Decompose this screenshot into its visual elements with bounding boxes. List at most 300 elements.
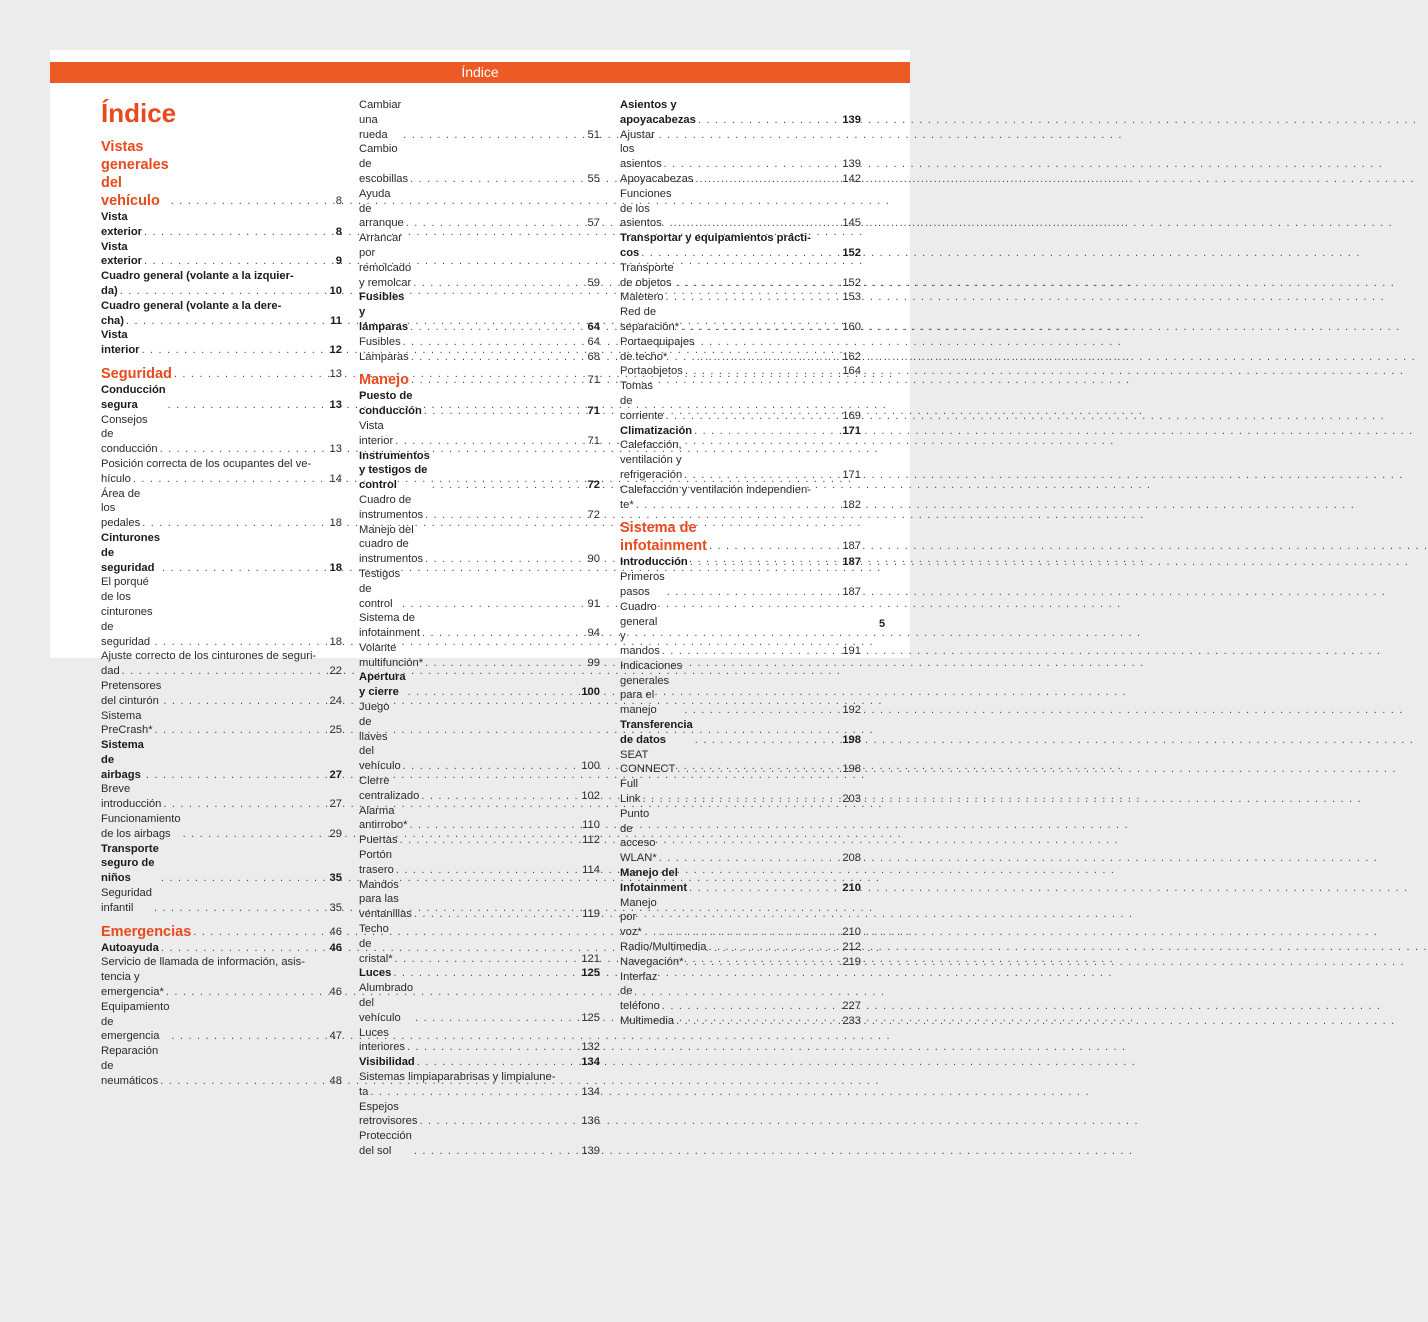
toc-page-number: 153	[842, 291, 861, 304]
dot-leader	[414, 907, 580, 922]
toc-entry[interactable]	[101, 210, 342, 240]
dot-leader	[403, 128, 584, 143]
toc-column-1	[101, 98, 342, 1089]
toc-page-number: 100	[581, 686, 600, 699]
toc-entry[interactable]	[359, 1026, 600, 1056]
toc-entry-label: Reparación de neumáticos	[101, 1045, 159, 1087]
toc-entry[interactable]	[359, 231, 600, 290]
toc-page-number: 171	[842, 468, 861, 481]
dot-leader	[144, 225, 326, 240]
toc-entry[interactable]	[359, 774, 600, 804]
toc-entry[interactable]	[359, 335, 600, 350]
toc-entry-label: Ajustar los asientos	[620, 128, 662, 171]
toc-entry[interactable]	[620, 718, 861, 748]
toc-page-number: 14	[329, 472, 342, 485]
toc-entry-label: Vistas generales del vehículo	[101, 139, 169, 209]
dot-leader	[406, 216, 584, 231]
toc-entry[interactable]	[359, 670, 600, 700]
toc-entry-label: Seguridad infantil	[101, 887, 153, 914]
dot-leader	[370, 1085, 579, 1100]
toc-entry-line1: Ajuste correcto de los cinturones de seguri-	[101, 650, 317, 663]
toc-entry[interactable]	[359, 1085, 600, 1100]
toc-entry[interactable]	[101, 314, 342, 329]
toc-page-number: 203	[842, 793, 861, 806]
toc-entry[interactable]	[359, 804, 600, 834]
toc-page-number: 208	[842, 852, 861, 865]
dot-leader	[146, 768, 326, 783]
toc-entry[interactable]	[620, 305, 861, 335]
toc-page-number: 139	[842, 158, 861, 171]
toc-entry-line1: Sistemas limpiaparabrisas y limpialune-	[359, 1071, 556, 1083]
toc-entry[interactable]	[101, 970, 342, 1000]
toc-page-number: 12	[329, 344, 342, 357]
toc-entry-label: Punto de acceso WLAN*	[620, 807, 657, 865]
toc-page-number: 187	[842, 556, 861, 569]
toc-entry[interactable]	[101, 328, 342, 358]
toc-page-number: 198	[842, 733, 861, 746]
toc-page-number: 171	[842, 424, 861, 437]
dot-leader	[402, 597, 584, 612]
toc-entry-label: Cinturones de seguridad	[101, 531, 161, 574]
toc-entry[interactable]	[359, 611, 600, 641]
toc-page-number: 114	[582, 863, 600, 876]
dot-leader	[166, 985, 326, 1000]
toc-page-number: 233	[842, 1015, 861, 1028]
toc-entry[interactable]	[620, 498, 861, 513]
toc-entry[interactable]	[620, 379, 861, 423]
toc-page-number: 9	[335, 255, 342, 268]
toc-entry[interactable]	[620, 807, 861, 866]
toc-page-number: 71	[587, 405, 600, 418]
toc-entry-label: Funciones de los asientos	[620, 187, 672, 230]
toc-entry[interactable]	[359, 966, 600, 981]
toc-entry-label: Emergencias	[101, 923, 192, 940]
toc-entry-label: Asientos y apoyacabezas	[620, 99, 696, 126]
toc-entry[interactable]	[359, 493, 600, 523]
toc-page-number: 182	[842, 498, 861, 511]
toc-entry[interactable]	[101, 664, 342, 679]
toc-section-heading[interactable]	[620, 519, 861, 555]
toc-entry-label: Arrancar por remolcado y remolcar	[359, 232, 412, 289]
dot-leader	[421, 789, 579, 804]
header-bar: Índice	[50, 62, 910, 83]
dot-leader	[395, 952, 580, 967]
toc-entry[interactable]	[620, 261, 861, 291]
toc-entry[interactable]	[359, 567, 600, 611]
toc-entry-label: Fusibles y lámparas	[359, 291, 409, 333]
dot-leader	[666, 409, 841, 424]
toc-entry-label: Climatización	[620, 424, 693, 437]
dot-leader	[667, 585, 841, 600]
toc-entry[interactable]	[620, 128, 861, 172]
toc-entry[interactable]	[101, 472, 342, 487]
toc-page-number: 72	[587, 479, 600, 492]
toc-page-number: 18	[329, 517, 342, 530]
toc-page-number: 27	[329, 768, 342, 781]
toc-entry-label: Introducción	[620, 556, 688, 569]
toc-page-number: 191	[842, 645, 861, 658]
toc-entry-label: Vista exterior	[101, 240, 143, 268]
toc-entry-label: Protección del sol	[359, 1130, 412, 1157]
toc-entry[interactable]	[359, 98, 600, 142]
toc-entry[interactable]	[620, 290, 861, 305]
toc-section-heading[interactable]	[101, 923, 342, 941]
toc-entry[interactable]	[620, 335, 861, 365]
dot-leader	[685, 955, 840, 970]
toc-entry[interactable]	[620, 940, 861, 955]
toc-entry-label: Cambiar una rueda	[359, 99, 402, 141]
toc-entry-label: Luces	[359, 967, 392, 980]
toc-entry[interactable]	[359, 449, 600, 493]
toc-entry-label: Autoayuda	[101, 941, 159, 954]
toc-page-number: 110	[582, 819, 600, 832]
toc-entry[interactable]	[101, 738, 342, 782]
toc-entry-label: Transporte de objetos	[620, 261, 674, 289]
dot-leader	[664, 157, 841, 172]
dot-leader	[684, 468, 840, 483]
toc-entry-label: Mandos para las ventanillas	[359, 878, 412, 921]
toc-entry-line1: Transportar y equipamientos prácti-	[620, 232, 811, 245]
toc-entry-label: Navegación*	[620, 955, 684, 968]
dot-leader	[160, 1074, 326, 1089]
toc-entry[interactable]	[620, 364, 861, 379]
toc-page-number: 212	[842, 941, 861, 954]
dot-leader	[410, 172, 584, 187]
toc-section-heading[interactable]	[101, 138, 342, 210]
toc-entry[interactable]	[620, 438, 861, 482]
toc-page-number: 71	[587, 374, 600, 387]
toc-page-number: 13	[329, 367, 342, 380]
dot-leader	[709, 537, 840, 555]
dot-leader	[155, 723, 326, 738]
toc-page-number: 68	[587, 350, 600, 363]
dot-leader	[161, 871, 326, 886]
toc-section-heading[interactable]	[359, 371, 600, 389]
toc-entry[interactable]	[101, 240, 342, 270]
toc-entry-label: Cuadro general y mandos	[620, 600, 660, 658]
toc-entry-label: Funcionamiento de los airbags	[101, 813, 181, 840]
toc-entry-label: Cuadro de instrumentos	[359, 493, 424, 521]
toc-entry[interactable]	[620, 98, 861, 128]
toc-page-number: 160	[842, 320, 861, 333]
toc-entry[interactable]	[101, 487, 342, 531]
dot-leader	[695, 733, 841, 748]
toc-page-number: 90	[587, 553, 600, 566]
toc-entry[interactable]	[620, 424, 861, 439]
page-number: 5	[879, 618, 886, 630]
toc-entry[interactable]	[359, 641, 600, 671]
toc-entry-label: Alumbrado del vehículo	[359, 982, 414, 1024]
dot-leader	[171, 1029, 326, 1044]
toc-entry[interactable]	[359, 833, 600, 848]
toc-page-number: 187	[842, 540, 861, 553]
toc-entry[interactable]	[620, 970, 861, 1014]
dot-leader	[425, 508, 584, 523]
toc-entry-line1: Posición correcta de los ocupantes del ve-	[101, 457, 312, 470]
toc-page-number: 48	[329, 1074, 342, 1087]
toc-entry[interactable]	[620, 570, 861, 600]
dot-leader	[407, 1040, 579, 1055]
dot-leader	[393, 966, 579, 981]
toc-page-number: 55	[587, 172, 600, 185]
dot-leader	[155, 635, 326, 650]
dot-leader	[689, 881, 840, 896]
toc-entry-label: tencia y emergencia*	[101, 971, 164, 999]
dot-leader	[676, 1014, 840, 1029]
toc-entry-label: Apertura y cierre	[359, 671, 406, 699]
toc-page-number: 13	[329, 398, 342, 411]
dot-leader	[685, 364, 841, 379]
toc-entry-label: Ayuda de arranque	[359, 187, 404, 230]
toc-page-number: 27	[329, 798, 342, 811]
dot-leader	[163, 694, 326, 709]
dot-leader	[411, 371, 584, 389]
toc-entry[interactable]	[101, 383, 342, 413]
toc-entry-label: Instrumentos y testigos de control	[359, 449, 430, 492]
toc-page-number: 29	[329, 827, 342, 840]
toc-page-number: 8	[335, 225, 342, 238]
dot-leader	[168, 398, 326, 413]
toc-entry-label: Maletero	[620, 291, 664, 304]
toc-entry-label: Transporte seguro de niños	[101, 842, 159, 885]
toc-page-number: 152	[842, 276, 861, 289]
dot-leader	[662, 999, 841, 1014]
dot-leader	[419, 1114, 579, 1129]
toc-page-number: 134	[581, 1085, 600, 1098]
toc-entry[interactable]	[101, 575, 342, 649]
toc-page-number: 91	[587, 597, 600, 610]
dot-leader	[163, 797, 326, 812]
toc-entry-line1: Cuadro general (volante a la dere-	[101, 299, 282, 312]
toc-entry[interactable]	[359, 700, 600, 774]
toc-entry-label: Área de los pedales	[101, 487, 141, 530]
toc-entry[interactable]	[359, 981, 600, 1025]
toc-page-number: 152	[842, 246, 861, 259]
toc-entry-label: Puesto de conducción	[359, 390, 422, 418]
dot-leader	[417, 1055, 580, 1070]
toc-entry[interactable]	[620, 246, 861, 261]
toc-entry-label: Full Link	[620, 778, 641, 806]
toc-entry-label: Vista interior	[359, 419, 394, 447]
toc-entry[interactable]	[620, 172, 861, 187]
toc-entry-label: Indicaciones generales para el manejo	[620, 659, 683, 717]
dot-leader	[142, 343, 326, 358]
toc-page-number: 35	[329, 872, 342, 885]
toc-entry-label: Multimedia	[620, 1015, 675, 1028]
toc-entry[interactable]	[101, 1000, 342, 1044]
toc-entry[interactable]	[101, 812, 342, 842]
toc-entry-label: Sistema de airbags	[101, 739, 144, 781]
toc-entry-label: SEAT CONNECT	[620, 748, 676, 776]
toc-entry[interactable]	[101, 284, 342, 299]
dot-leader	[408, 685, 580, 700]
toc-entry[interactable]	[620, 659, 861, 718]
toc-entry[interactable]	[101, 782, 342, 812]
dot-leader	[174, 365, 326, 383]
dot-leader	[161, 941, 326, 956]
toc-entry-label: Tomas de corriente	[620, 380, 664, 422]
toc-page-number: 162	[842, 350, 861, 363]
toc-entry[interactable]	[101, 941, 342, 956]
toc-entry-label: Lámparas	[359, 350, 409, 363]
toc-entry-label: Radio/Multimedia	[620, 941, 707, 954]
toc-page-number: 187	[842, 585, 861, 598]
toc-entry[interactable]	[620, 866, 861, 896]
toc-entry-label: Juego de llaves del vehículo	[359, 701, 401, 773]
toc-page-number: 46	[329, 941, 342, 954]
dot-leader	[698, 113, 840, 128]
dot-leader	[410, 818, 581, 833]
dot-leader	[676, 276, 841, 291]
toc-column-2	[359, 98, 600, 1159]
dot-leader	[641, 246, 840, 261]
toc-entry[interactable]	[359, 419, 600, 449]
toc-entry[interactable]	[359, 1100, 600, 1130]
toc-entry[interactable]	[620, 187, 861, 231]
toc-entry[interactable]	[620, 955, 861, 970]
toc-entry-label: Breve introducción	[101, 783, 162, 811]
toc-page-number: 125	[581, 1011, 600, 1024]
dot-leader	[414, 1144, 579, 1159]
dot-leader	[126, 314, 326, 329]
toc-entry-label: te*	[620, 498, 634, 511]
toc-entry-label: Consejos de conducción	[101, 413, 158, 456]
toc-entry[interactable]	[101, 842, 342, 886]
toc-entry-label: Equipamiento de emergencia	[101, 1000, 170, 1043]
toc-page-number: 57	[587, 217, 600, 230]
toc-entry-label: Transferencia de datos	[620, 719, 693, 746]
toc-entry[interactable]	[359, 523, 600, 567]
toc-entry-label: cha)	[101, 314, 125, 327]
toc-entry[interactable]	[101, 709, 342, 739]
toc-entry-label: da)	[101, 284, 118, 297]
toc-page-number: 25	[329, 724, 342, 737]
toc-entry-label: Puertas	[359, 834, 398, 847]
toc-page-number: 210	[842, 881, 861, 894]
toc-entry[interactable]	[101, 531, 342, 575]
toc-page-number: 198	[842, 763, 861, 776]
toc-entry-label: Calefacción, ventilación y refrigeración	[620, 439, 683, 481]
toc-entry[interactable]	[359, 878, 600, 922]
dot-leader	[403, 759, 580, 774]
toc-page-number: 142	[842, 172, 861, 185]
toc-page-number: 8	[335, 195, 342, 207]
toc-entry[interactable]	[359, 290, 600, 334]
dot-leader	[400, 833, 581, 848]
toc-page-number: 99	[587, 656, 600, 669]
toc-entry[interactable]	[101, 1044, 342, 1088]
toc-page-number: 164	[842, 365, 861, 378]
dot-leader	[144, 254, 326, 269]
toc-page-number: 102	[581, 789, 600, 802]
dot-leader	[410, 320, 584, 335]
dot-leader	[142, 516, 326, 531]
toc-entry[interactable]	[359, 1129, 600, 1159]
dot-leader	[666, 290, 841, 305]
dot-leader	[662, 644, 841, 659]
dot-leader	[674, 216, 841, 231]
toc-entry-label: Portaequipajes de techo*	[620, 335, 695, 363]
dot-leader	[659, 925, 841, 940]
dot-leader	[411, 350, 584, 365]
toc-entry-line1: Cuadro general (volante a la izquier-	[101, 270, 294, 283]
dot-leader	[636, 498, 841, 513]
toc-entry-label: Manejo del cuadro de instrumentos	[359, 523, 424, 566]
toc-entry-label: Luces interiores	[359, 1026, 406, 1054]
dot-leader	[162, 561, 326, 576]
toc-entry[interactable]	[620, 1014, 861, 1029]
dot-leader	[154, 901, 326, 916]
dot-leader	[395, 434, 584, 449]
toc-entry[interactable]	[359, 389, 600, 419]
toc-entry-label: Vista interior	[101, 329, 140, 357]
toc-entry-line1: Servicio de llamada de información, asis-	[101, 956, 305, 969]
toc-entry[interactable]	[359, 142, 600, 186]
toc-entry[interactable]	[359, 350, 600, 365]
dot-leader	[684, 703, 840, 718]
toc-entry[interactable]	[620, 777, 861, 807]
toc-page-number: 59	[587, 276, 600, 289]
dot-leader	[424, 404, 584, 419]
toc-entry-label: Sistema PreCrash*	[101, 709, 153, 737]
toc-entry-label: Manejo	[359, 372, 409, 389]
toc-entry-label: Primeros pasos	[620, 571, 665, 598]
dot-leader	[681, 320, 840, 335]
toc-entry[interactable]	[620, 555, 861, 570]
dot-leader	[659, 851, 841, 866]
toc-page-number: 51	[587, 128, 600, 141]
toc-entry-label: Pretensores del cinturón	[101, 679, 162, 707]
toc-entry[interactable]	[101, 413, 342, 457]
dot-leader	[160, 442, 326, 457]
toc-page-number: 11	[330, 314, 342, 327]
toc-entry-label: Alarma antirrobo*	[359, 804, 408, 832]
toc-entry[interactable]	[359, 187, 600, 231]
toc-page-number: 121	[581, 952, 600, 965]
toc-page-number: 125	[581, 967, 600, 980]
toc-entry-label: Vista exterior	[101, 211, 143, 238]
toc-entry[interactable]	[359, 1055, 600, 1070]
toc-entry[interactable]	[359, 922, 600, 966]
dot-leader	[120, 284, 326, 299]
toc-page-number: 192	[842, 704, 861, 717]
toc-entry[interactable]	[101, 886, 342, 916]
toc-page-number: 35	[329, 901, 342, 914]
toc-entry-label: Conducción segura	[101, 383, 166, 411]
toc-entry-label: ta	[359, 1085, 369, 1098]
toc-entry[interactable]	[101, 679, 342, 709]
toc-entry[interactable]	[359, 848, 600, 878]
toc-entry-label: Interfaz de teléfono	[620, 970, 660, 1013]
dot-leader	[695, 172, 840, 187]
toc-entry[interactable]	[620, 748, 861, 778]
toc-entry[interactable]	[620, 896, 861, 940]
dot-leader	[133, 472, 326, 487]
toc-entry[interactable]	[620, 600, 861, 659]
dot-leader	[677, 762, 840, 777]
dot-leader	[694, 424, 840, 439]
toc-entry-label: Cierre centralizado	[359, 775, 420, 802]
toc-entry-label: Seguridad	[101, 365, 172, 382]
toc-entry-label: dad	[101, 665, 120, 678]
toc-entry-label: Sistema de infotainment	[620, 520, 707, 555]
toc-page-number: 22	[329, 665, 342, 678]
toc-page-number: 24	[329, 694, 342, 707]
dot-leader	[432, 478, 584, 493]
toc-page-number: 46	[329, 986, 342, 999]
toc-section-heading[interactable]	[101, 365, 342, 383]
toc-entry-label: Espejos retrovisores	[359, 1100, 418, 1128]
